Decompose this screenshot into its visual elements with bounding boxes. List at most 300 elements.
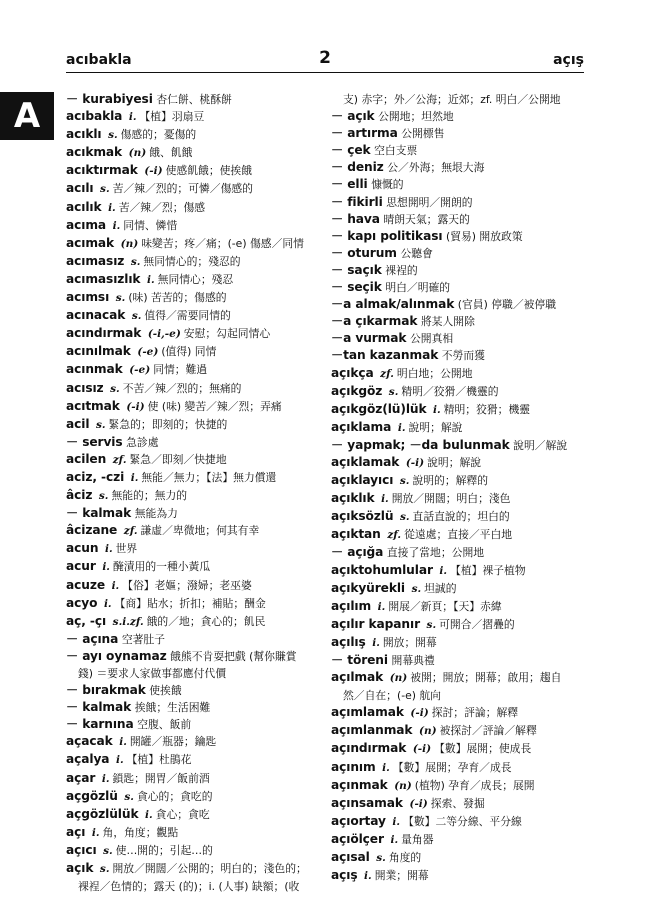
- entry-part-of-speech: s.: [124, 790, 134, 803]
- dictionary-entry: [66, 613, 318, 631]
- dictionary-entry: [66, 126, 318, 144]
- entry-part-of-speech: i.: [119, 736, 127, 749]
- dictionary-entry: [331, 194, 583, 211]
- entry-definition: 說明；解說: [408, 420, 463, 434]
- entry-definition: 味變苦；疼／痛；(-e) 傷感／同情: [141, 236, 304, 250]
- dictionary-entry: [66, 199, 318, 217]
- entry-definition: 說明；解說: [427, 455, 482, 469]
- entry-definition: (官員) 停職／被停職: [457, 298, 557, 312]
- entry-part-of-speech: i.: [377, 600, 386, 613]
- entry-definition: 公開標售: [401, 127, 445, 141]
- entry-definition: 不勞而獲: [441, 349, 485, 363]
- entry-part-of-speech: (-e): [137, 346, 159, 359]
- entry-part-of-speech: i.: [130, 471, 139, 484]
- entry-part-of-speech: s.i.zf.: [112, 615, 144, 628]
- entry-definition: 開業；開幕: [374, 869, 429, 883]
- entry-definition: 可開合／摺疊的: [439, 617, 515, 631]
- entry-term: － açına: [66, 631, 119, 646]
- entry-definition: 【植】杜鵑花: [126, 753, 192, 767]
- entry-definition: 【俗】老嫗；潑婦；老巫婆: [122, 578, 252, 592]
- dictionary-entry: [66, 577, 318, 595]
- header-first-headword: acıbakla: [66, 52, 132, 68]
- dictionary-entry: [66, 648, 318, 682]
- entry-part-of-speech: i.: [381, 493, 389, 506]
- entry-term: － seçik: [331, 280, 382, 295]
- entry-part-of-speech: i.: [364, 870, 372, 883]
- entry-definition: 挨餓；生活困難: [134, 701, 211, 715]
- entry-definition: 角度的: [388, 851, 422, 865]
- dictionary-entry: [66, 733, 318, 751]
- entry-definition: 直話直說的；坦白的: [412, 510, 510, 524]
- entry-term: acınmak: [66, 362, 123, 377]
- entry-definition: 【商】貼水；折扣；補貼；酬金: [114, 596, 266, 610]
- entry-definition: 明白地；公開地: [396, 366, 473, 380]
- entry-part-of-speech: s.: [100, 183, 110, 196]
- entry-definition-continued: 錢) ＝要求人家做事都應付代價: [78, 667, 227, 680]
- entry-definition: 同情、憐惜: [123, 218, 178, 232]
- dictionary-entry: [331, 669, 583, 704]
- dictionary-entry: [331, 777, 583, 795]
- dictionary-entry: [66, 699, 318, 716]
- entry-part-of-speech: s.: [130, 255, 141, 268]
- entry-term: açıkgöz(lü)lük: [331, 401, 427, 416]
- dictionary-entry: [66, 860, 318, 895]
- dictionary-entry: [331, 365, 583, 383]
- entry-part-of-speech: (-i,-e): [147, 328, 181, 341]
- entry-term: － ayı oynamaz: [66, 648, 167, 663]
- dictionary-entry: [66, 416, 318, 434]
- entry-definition: 精明；狡猾；機靈: [443, 402, 531, 416]
- entry-term: açı: [66, 824, 86, 839]
- entry-term: açık: [66, 861, 94, 876]
- entry-definition: 急診處: [126, 435, 159, 449]
- entry-term: açıölçer: [331, 831, 384, 846]
- dictionary-entry: [66, 451, 318, 469]
- entry-term: acımak: [66, 235, 115, 250]
- entry-term: açılış: [331, 634, 366, 649]
- dictionary-entry: [331, 125, 583, 142]
- entry-term: － oturum: [331, 245, 397, 260]
- dictionary-entry: [331, 211, 583, 228]
- entry-part-of-speech: s.: [411, 582, 422, 595]
- entry-definition: (值得) 同情: [161, 345, 217, 359]
- dictionary-entry: [331, 831, 583, 849]
- entry-definition: 支) 赤字；外／公海；近郊；zf. 明白／公開地: [343, 93, 561, 106]
- entry-definition: 無能的；無力的: [111, 489, 188, 503]
- left-column: [66, 91, 318, 895]
- entry-term: açınmak: [331, 777, 388, 792]
- entry-term: açıksözlü: [331, 509, 394, 524]
- dictionary-entry: [331, 616, 583, 634]
- entry-part-of-speech: (-i): [409, 797, 428, 810]
- entry-part-of-speech: s.: [399, 511, 410, 524]
- entry-definition: 餓的／地；貪心的；飢民: [146, 614, 266, 628]
- entry-definition: 裸裎的: [385, 263, 418, 277]
- entry-definition: 開罐／瓶器；鑰匙: [129, 735, 217, 749]
- entry-definition: 【數】展開；孕育／成長: [392, 760, 512, 774]
- entry-part-of-speech: i.: [382, 761, 390, 774]
- entry-definition: 使挨餓: [149, 684, 182, 698]
- entry-part-of-speech: i.: [433, 403, 441, 416]
- entry-definition: 公／外海；無垠大海: [387, 161, 485, 175]
- entry-definition: 緊急／即刻／快捷地: [129, 452, 227, 466]
- dictionary-entry: [66, 806, 318, 824]
- dictionary-entry: [66, 271, 318, 289]
- entry-part-of-speech: s.: [108, 129, 118, 142]
- dictionary-entry: [331, 598, 583, 616]
- dictionary-entry: [331, 508, 583, 526]
- dictionary-entry: [66, 380, 318, 398]
- header-last-headword: açış: [553, 52, 584, 68]
- entry-term: － töreni: [331, 653, 388, 667]
- entry-term: acıtmak: [66, 398, 120, 413]
- entry-part-of-speech: i.: [91, 826, 100, 839]
- dictionary-entry: [331, 759, 583, 777]
- entry-term: açgözlülük: [66, 806, 139, 821]
- dictionary-entry: [331, 401, 583, 419]
- entry-part-of-speech: (n): [128, 147, 147, 160]
- entry-definition: 被探討／評論／解釋: [439, 724, 537, 738]
- entry-term: açıklama: [331, 419, 392, 434]
- entry-definition: 晴朗天氣；露天的: [383, 212, 470, 226]
- entry-term: － kurabiyesi: [66, 92, 153, 106]
- dictionary-entry: [331, 159, 583, 176]
- dictionary-entry: [66, 253, 318, 271]
- entry-definition: 空著肚子: [121, 632, 166, 646]
- entry-term: açıkyürekli: [331, 580, 405, 595]
- entry-term: － servis: [66, 434, 123, 449]
- entry-term: acilen: [66, 451, 107, 466]
- entry-term: açacak: [66, 734, 113, 749]
- entry-term: açısal: [331, 850, 370, 865]
- entry-term: açıktohumlular: [331, 562, 433, 577]
- entry-term: acuze: [66, 577, 105, 592]
- dictionary-entry: [66, 144, 318, 162]
- entry-definition: 醃漬用的一種小黃瓜: [112, 560, 211, 574]
- entry-term: －a çıkarmak: [331, 314, 418, 329]
- entry-term: － açık: [331, 109, 375, 124]
- dictionary-entry: [66, 217, 318, 235]
- entry-term: acil: [66, 416, 90, 431]
- entry-term: açıklayıcı: [331, 473, 394, 488]
- entry-term: acılı: [66, 181, 94, 196]
- entry-definition: 餓熊不肯耍把戲 (幫你賺賞: [170, 649, 297, 663]
- entry-definition: 不苦／辣／烈的；無痛的: [122, 381, 242, 395]
- dictionary-entry: [331, 652, 583, 669]
- entry-term: açılım: [331, 598, 372, 613]
- entry-part-of-speech: i.: [103, 597, 112, 610]
- dictionary-entry: [331, 813, 583, 831]
- dictionary-entry: [331, 91, 583, 108]
- dictionary-entry: [66, 558, 318, 576]
- entry-part-of-speech: i.: [390, 833, 399, 846]
- entry-term: － deniz: [331, 160, 384, 175]
- entry-term: acıktırmak: [66, 163, 138, 178]
- entry-definition: 杏仁餅、桃酥餅: [156, 93, 232, 106]
- entry-term: açıktan: [331, 527, 381, 542]
- dictionary-entry: [331, 142, 583, 159]
- entry-part-of-speech: s.: [110, 382, 120, 395]
- entry-part-of-speech: s.: [399, 475, 410, 488]
- entry-term: acyo: [66, 595, 98, 610]
- right-column: [331, 91, 583, 885]
- page-header: [66, 48, 584, 73]
- dictionary-entry: [331, 472, 583, 490]
- dictionary-entry: [331, 526, 583, 544]
- dictionary-entry: [331, 262, 583, 279]
- entry-definition: 安慰；勾起同情心: [183, 327, 271, 341]
- entry-definition: 苦／辣／烈；傷感: [118, 200, 206, 214]
- dictionary-entry: [66, 398, 318, 416]
- entry-definition: 說明／解說: [513, 438, 568, 452]
- entry-part-of-speech: s.: [115, 292, 126, 305]
- entry-term: － kapı politikası: [331, 228, 443, 243]
- entry-part-of-speech: (-i): [410, 707, 429, 720]
- entry-definition: 說明的；解釋的: [412, 474, 489, 488]
- dictionary-entry: [66, 770, 318, 788]
- entry-term: açıcı: [66, 842, 97, 857]
- entry-part-of-speech: (n): [389, 672, 408, 685]
- entry-definition: 同情；難過: [153, 363, 208, 377]
- dictionary-entry: [331, 176, 583, 193]
- entry-definition: 將某人開除: [420, 315, 475, 329]
- entry-definition: 謙虛／卑微地；何其有幸: [140, 524, 260, 538]
- entry-term: açıkgöz: [331, 383, 383, 398]
- entry-part-of-speech: s.: [103, 844, 113, 857]
- entry-definition: 慷慨的: [371, 178, 404, 192]
- entry-definition: 值得／需要同情的: [144, 309, 231, 323]
- entry-term: açalya: [66, 752, 110, 767]
- dictionary-entry: [66, 842, 318, 860]
- entry-term: açınsamak: [331, 795, 403, 810]
- dictionary-entry: [66, 361, 318, 379]
- dictionary-entry: [66, 307, 318, 325]
- entry-part-of-speech: i.: [111, 579, 120, 592]
- entry-definition: 【植】羽扇豆: [139, 110, 205, 124]
- dictionary-entry: [66, 631, 318, 648]
- entry-definition: (貿易) 開放政策: [445, 229, 523, 243]
- entry-term: aç, -çı: [66, 613, 107, 628]
- dictionary-entry: [66, 540, 318, 558]
- entry-part-of-speech: (n): [120, 237, 139, 250]
- entry-term: acınacak: [66, 308, 126, 323]
- entry-part-of-speech: i.: [392, 815, 401, 828]
- entry-term: － hava: [331, 211, 380, 226]
- entry-definition: 空腹、飯前: [137, 718, 192, 732]
- entry-term: acun: [66, 541, 99, 556]
- entry-part-of-speech: i.: [145, 808, 153, 821]
- dictionary-entry: [331, 313, 583, 330]
- entry-term: acımsı: [66, 290, 110, 305]
- dictionary-entry: [331, 419, 583, 437]
- entry-term: açıortay: [331, 813, 386, 828]
- dictionary-entry: [66, 325, 318, 343]
- entry-part-of-speech: i.: [104, 543, 113, 556]
- dictionary-entry: [331, 722, 583, 740]
- entry-term: acıkmak: [66, 145, 123, 160]
- entry-term: － artırma: [331, 126, 398, 141]
- dictionary-entry: [66, 751, 318, 769]
- dictionary-entry: [331, 228, 583, 245]
- dictionary-entry: [66, 505, 318, 522]
- entry-term: － açığa: [331, 545, 384, 560]
- dictionary-entry: [331, 296, 583, 313]
- entry-part-of-speech: (-i): [144, 165, 163, 178]
- entry-term: açıkça: [331, 365, 374, 380]
- dictionary-entry: [331, 562, 583, 580]
- dictionary-entry: [331, 795, 583, 813]
- entry-term: acıma: [66, 217, 107, 232]
- entry-part-of-speech: i.: [147, 273, 155, 286]
- dictionary-entry: [66, 469, 318, 487]
- entry-definition: 量角器: [401, 832, 434, 846]
- dictionary-entry: [331, 330, 583, 347]
- entry-term: － çek: [331, 143, 371, 158]
- entry-definition: 開放；開幕: [382, 635, 437, 649]
- page-number: 2: [319, 48, 331, 68]
- entry-term: － elli: [331, 177, 368, 192]
- entry-term: －a almak/alınmak: [331, 297, 455, 312]
- entry-definition: 【植】裸子植物: [450, 563, 526, 577]
- letter-index-tab: A: [0, 92, 54, 140]
- entry-part-of-speech: (-i): [126, 400, 145, 413]
- dictionary-entry: [331, 740, 583, 758]
- entry-definition: 【數】二等分線、平分線: [403, 814, 522, 828]
- entry-part-of-speech: i.: [115, 754, 124, 767]
- entry-term: âcizane: [66, 523, 118, 538]
- entry-part-of-speech: s.: [388, 385, 399, 398]
- entry-term: acısız: [66, 380, 104, 395]
- entry-part-of-speech: zf.: [112, 453, 127, 466]
- entry-definition: 明白／明確的: [385, 281, 451, 295]
- entry-part-of-speech: s.: [98, 490, 109, 503]
- entry-definition: 傷感的；憂傷的: [120, 128, 197, 142]
- entry-definition: 開展／新頁；【天】赤緯: [388, 599, 502, 613]
- entry-definition: 貪心；貪吃: [155, 807, 210, 821]
- entry-definition: 空白支票: [374, 144, 418, 158]
- entry-term: － yapmak; －da bulunmak: [331, 437, 510, 452]
- dictionary-entry: [331, 347, 583, 364]
- entry-part-of-speech: s.: [95, 418, 106, 431]
- dictionary-entry: [66, 180, 318, 198]
- entry-term: － karnına: [66, 717, 134, 732]
- dictionary-entry: [331, 490, 583, 508]
- dictionary-entry: [66, 824, 318, 842]
- entry-part-of-speech: (n): [394, 779, 412, 792]
- entry-definition: 開放／開闊；明白；淺色: [391, 492, 511, 506]
- entry-term: acıklı: [66, 127, 102, 142]
- entry-term: acur: [66, 559, 96, 574]
- dictionary-entry: [66, 595, 318, 613]
- entry-part-of-speech: i.: [372, 636, 380, 649]
- entry-part-of-speech: zf.: [123, 525, 138, 538]
- entry-term: －a vurmak: [331, 331, 407, 346]
- entry-definition: (植物) 孕育／成長；展開: [414, 778, 535, 792]
- dictionary-entry: [331, 279, 583, 296]
- entry-part-of-speech: i.: [102, 561, 110, 574]
- entry-part-of-speech: i.: [101, 772, 110, 785]
- entry-part-of-speech: i.: [397, 421, 406, 434]
- entry-term: acındırmak: [66, 326, 142, 341]
- dictionary-entry: [66, 108, 318, 126]
- dictionary-entry: [331, 245, 583, 262]
- entry-term: açıklamak: [331, 454, 400, 469]
- dictionary-entry: [66, 487, 318, 505]
- dictionary-entry: [66, 343, 318, 361]
- entry-definition: 思想開明／開朗的: [386, 195, 473, 209]
- dictionary-entry: [331, 580, 583, 598]
- dictionary-entry: [66, 162, 318, 180]
- entry-part-of-speech: i.: [112, 219, 121, 232]
- entry-definition: 直接了當地；公開地: [386, 546, 485, 560]
- entry-term: açar: [66, 770, 96, 785]
- entry-part-of-speech: s.: [131, 310, 142, 323]
- entry-term: acımasızlık: [66, 271, 141, 286]
- dictionary-entry: [331, 849, 583, 867]
- dictionary-entry: [331, 634, 583, 652]
- entry-part-of-speech: i.: [108, 201, 116, 214]
- dictionary-entry: [66, 682, 318, 699]
- entry-term: － saçık: [331, 262, 382, 277]
- entry-term: － fikirli: [331, 194, 383, 209]
- entry-term: － bırakmak: [66, 683, 146, 698]
- entry-definition: 使…開的；引起…的: [115, 843, 213, 857]
- entry-definition: 開幕典禮: [391, 654, 435, 667]
- dictionary-entry: [331, 704, 583, 722]
- entry-part-of-speech: (-e): [129, 364, 151, 377]
- dictionary-entry: [331, 544, 583, 561]
- entry-definition: 精明／狡猾／機靈的: [401, 384, 499, 398]
- entry-definition: 無同情心；殘忍: [157, 272, 234, 286]
- entry-definition: 被開；開放；開幕；啟用；趨自: [410, 671, 562, 685]
- entry-term: açılmak: [331, 670, 384, 685]
- entry-definition: 公開真相: [409, 332, 454, 346]
- entry-term: açınım: [331, 759, 376, 774]
- entry-definition: 角，角度；觀點: [102, 825, 179, 839]
- entry-definition: 無同情心的；殘忍的: [143, 254, 241, 268]
- entry-definition: 開放／開闊／公開的；明白的；淺色的；: [112, 862, 307, 876]
- entry-part-of-speech: zf.: [380, 367, 394, 380]
- dictionary-entry: [66, 91, 318, 108]
- dictionary-entry: [331, 108, 583, 125]
- entry-part-of-speech: i.: [439, 564, 448, 577]
- entry-definition: (味) 苦苦的；傷感的: [128, 291, 227, 305]
- dictionary-entry: [331, 437, 583, 454]
- entry-definition: 鎖匙；開胃／飯前酒: [112, 771, 210, 785]
- entry-term: açımlamak: [331, 705, 404, 720]
- dictionary-entry: [66, 522, 318, 540]
- entry-definition: 無能／無力；【法】無力償還: [141, 470, 277, 484]
- entry-term: aciz, -czi: [66, 469, 125, 484]
- entry-term: acılık: [66, 199, 102, 214]
- entry-definition: 緊急的；即刻的；快捷的: [108, 417, 228, 431]
- entry-term: açındırmak: [331, 741, 407, 756]
- entry-part-of-speech: s.: [99, 863, 110, 876]
- dictionary-entry: [66, 235, 318, 253]
- entry-definition: 使感飢餓；使挨餓: [165, 164, 253, 178]
- dictionary-entry: [66, 716, 318, 733]
- entry-definition: 餓、飢餓: [149, 146, 193, 160]
- entry-definition: 世界: [115, 542, 138, 556]
- entry-term: açıklık: [331, 491, 375, 506]
- entry-part-of-speech: i.: [128, 111, 137, 124]
- entry-definition: 使 (味) 變苦／辣／烈；弄痛: [147, 399, 282, 413]
- entry-part-of-speech: (n): [419, 725, 437, 738]
- entry-part-of-speech: (-i): [412, 743, 432, 756]
- dictionary-entry: [66, 788, 318, 806]
- entry-term: －tan kazanmak: [331, 348, 439, 363]
- dictionary-entry: [331, 867, 583, 885]
